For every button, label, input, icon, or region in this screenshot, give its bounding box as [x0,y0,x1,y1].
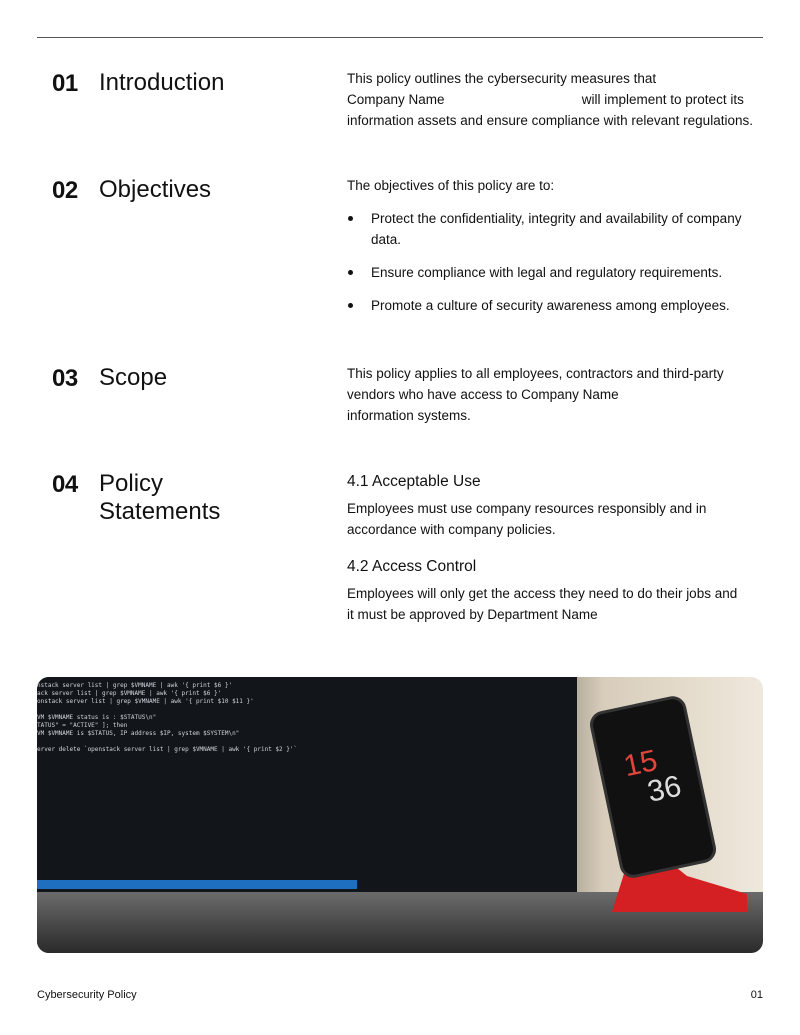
section-body [347,471,747,625]
laptop-photo [37,677,763,953]
company-name-field[interactable]: Company Name [521,387,619,402]
objectives-list [347,208,747,316]
department-name-field[interactable]: Department Name [487,607,598,622]
section-title: Objectives [99,176,212,203]
title-line: Statements [99,498,221,525]
section-title: Scope [99,364,168,391]
top-divider [37,37,763,38]
phone [587,694,718,881]
section-body [347,68,757,131]
company-name-field[interactable]: Company Name [347,92,445,107]
section-number: 01 [52,70,78,97]
clock-hour: 15 [620,743,661,784]
subsection-heading: 4.2 Access Control [347,558,477,575]
section-body [347,175,747,316]
list-item: Ensure compliance with legal and regulatory requirements. [347,262,747,283]
clock-minute: 36 [644,769,685,809]
list-item: Promote a culture of security awareness among employees. [347,295,747,316]
laptop-screen [37,677,577,892]
list-item: Protect the confidentiality, integrity and availability of company data. [347,208,747,250]
page-number: 01 [750,989,763,1001]
title-line: Policy [99,470,164,497]
body-text: This policy applies to all employees, contractors and third-party vendors who have access to [347,366,724,402]
body-text: will implement to protect its information assets and ensure compliance with relevant regulations. [347,92,753,128]
subsection-heading: 4.1 Acceptable Use [347,473,481,490]
editor-status-bar [37,880,357,889]
section-title: Introduction [99,69,225,96]
section-title [99,470,220,526]
body-text: Employees will only get the access they need to do their jobs and it must be approved by [347,586,738,622]
section-number: 04 [52,471,78,498]
body-text: Employees must use company resources responsibly and in accordance with company policies. [347,501,707,537]
body-text: This policy outlines the cybersecurity measures that [347,71,657,86]
section-number: 03 [52,365,78,392]
body-text: The objectives of this policy are to: [347,178,555,193]
body-text: information systems. [347,408,471,423]
body-text [347,583,747,625]
section-number: 02 [52,177,78,204]
terminal-code: nstack server list | grep $VMNAME | awk '{ print $6 }' ack server list | grep $VMNAME | awk '{ print $6 }' onstack server list | grep $VMNAME | awk '{ print $10 $11 }' VM $VMNAME status is : $STATUS\n" TATUS" = "ACTIVE" ]; then VM $VMNAME is $STATUS, IP address $IP, system $SYSTEM\n" erver delete `openstack server list | grep $VMNAME | awk '{ print $2 }'` [37,682,298,753]
footer-title: Cybersecurity Policy [37,989,137,1001]
section-body [347,363,742,426]
